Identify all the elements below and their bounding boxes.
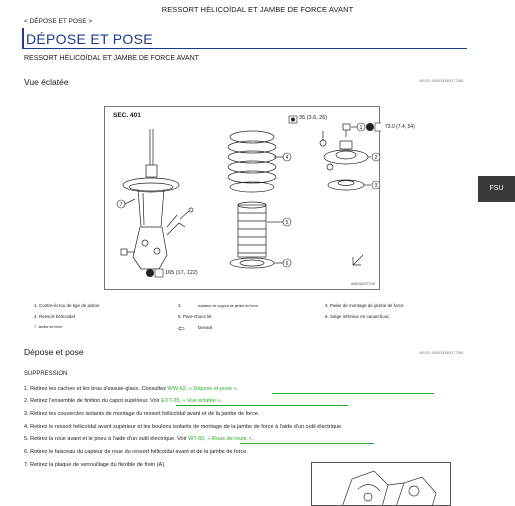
legend-item-1: 1. Contre-écrou de tige de piston bbox=[34, 303, 100, 308]
procedure-step-6 bbox=[24, 449, 248, 455]
exploded-view-title: Vue éclatée bbox=[24, 77, 69, 87]
strut-assembly-drawing bbox=[105, 107, 381, 291]
front-arrow-icon: ⇦ bbox=[178, 324, 185, 333]
legend-item-3: 3. Palier de montage de jambe de force bbox=[325, 303, 404, 308]
legend-item-5: 5. Pare-chocs lié bbox=[178, 314, 212, 319]
legend-item-2-number: 2. bbox=[178, 303, 182, 308]
callout-7: 7 bbox=[119, 202, 123, 208]
procedure-step-3 bbox=[24, 411, 259, 417]
exploded-view-figure bbox=[104, 106, 415, 290]
step-5-suffix: . bbox=[251, 436, 253, 442]
section-number: SEC. 401 bbox=[113, 112, 141, 119]
torque-icon-right bbox=[357, 123, 381, 131]
procedure-step-2 bbox=[24, 398, 222, 404]
callout-2: 2 bbox=[374, 155, 378, 161]
brake-hose-drawing bbox=[312, 463, 451, 506]
page-title: DÉPOSE ET POSE bbox=[26, 31, 153, 47]
document-title: RESSORT HÉLICOÏDAL ET JAMBE DE FORCE AVANT bbox=[161, 5, 354, 14]
coil-spring-part bbox=[228, 131, 276, 192]
step-4-text: 4. Retirez le ressort hélicoïdal avant supérieur et les boulons isolants de montage de la jambe de force à l'aide d'un outil électrique. bbox=[24, 424, 343, 430]
step-5-text: 5. Retirez la roue avant et le pneu à l'aide d'un outil électrique. Voir bbox=[24, 436, 189, 442]
procedure-title: Dépose et pose bbox=[24, 347, 84, 357]
step-2-text: 2. Retirez l'ensemble de finition du capot supérieur. Voir bbox=[24, 398, 162, 404]
heading-accent-bar bbox=[22, 28, 24, 48]
torque-label-right-text: 73.0 (7.4, 54) bbox=[385, 124, 415, 130]
step-1-link[interactable]: WW-62, « Dépose et pose » bbox=[167, 386, 237, 392]
callout-3: 3 bbox=[374, 183, 378, 189]
bound-bumper-part bbox=[238, 202, 266, 257]
legend-item-2: Isolateur de support de jambe de force bbox=[198, 304, 258, 308]
callout-5: 5 bbox=[285, 220, 289, 226]
step-6-text: 6. Retirez le faisceau du capteur de roue du ressort hélicoïdal avant et de la jambe de force. bbox=[24, 449, 248, 455]
step-5-link[interactable]: WT-65, « Roue de route » bbox=[188, 436, 252, 442]
side-tab-fsu-label: FSU bbox=[478, 176, 515, 202]
callout-4: 4 bbox=[285, 155, 289, 161]
side-section-tabs bbox=[478, 0, 515, 506]
legend-item-4: 4. Ressort hélicoïdal bbox=[34, 314, 75, 319]
callout-1: 1 bbox=[359, 125, 363, 131]
torque-icon-bottom bbox=[146, 269, 163, 277]
procedure-step-4 bbox=[24, 424, 343, 430]
torque-icon-top bbox=[289, 116, 297, 123]
torque-label-bottom: 165 (17, 122) bbox=[165, 270, 198, 276]
exploded-view-ref-id: INFOID:0000000009177388 bbox=[419, 79, 463, 83]
step-1-text: 1. Retirez les caches et les bras d'essuie-glace. Consultez bbox=[24, 386, 168, 392]
strut-part bbox=[123, 129, 185, 269]
brake-hose-figure-thumbnail bbox=[311, 462, 451, 506]
legend-front: Devant bbox=[198, 325, 213, 330]
callout-6: 6 bbox=[285, 261, 289, 267]
step-2-link-underline bbox=[176, 405, 348, 406]
procedure-ref-id: INFOID:0000000009177389 bbox=[419, 351, 463, 355]
legend-item-6: 6. Siège inférieur en caoutchouc bbox=[325, 314, 390, 319]
legend-item-7: 7. Jambe de force bbox=[34, 325, 63, 329]
step-2-suffix: . bbox=[220, 398, 223, 404]
page-subtitle: RESSORT HÉLICOÏDAL ET JAMBE DE FORCE AVANT bbox=[24, 55, 199, 62]
torque-label-top: 35 (3.6, 26) bbox=[299, 115, 328, 121]
step-5-link-underline bbox=[240, 443, 374, 444]
step-2-link[interactable]: EXT-25, « Vue éclatée » bbox=[161, 398, 221, 404]
step-3-text: 3. Retirez les couvercles isolants de montage du ressort hélicoïdal avant et de la jambe de force. bbox=[24, 411, 260, 417]
step-7-text: 7. Retirez la plaque de verrouillage du flexible de frein (A). bbox=[24, 462, 166, 468]
figure-code: AWEIA0227GB bbox=[351, 282, 375, 286]
step-1-link-underline bbox=[272, 393, 434, 394]
side-tab-fsu[interactable] bbox=[478, 176, 506, 190]
breadcrumb[interactable]: < DÉPOSE ET POSE > bbox=[24, 18, 93, 25]
step-1-suffix: . bbox=[236, 386, 239, 392]
procedure-step-5 bbox=[24, 436, 253, 442]
procedure-step-1 bbox=[24, 386, 238, 392]
procedure-step-7 bbox=[24, 462, 166, 468]
heading-divider bbox=[22, 48, 467, 49]
removal-label: SUPPRESSION bbox=[24, 371, 68, 377]
